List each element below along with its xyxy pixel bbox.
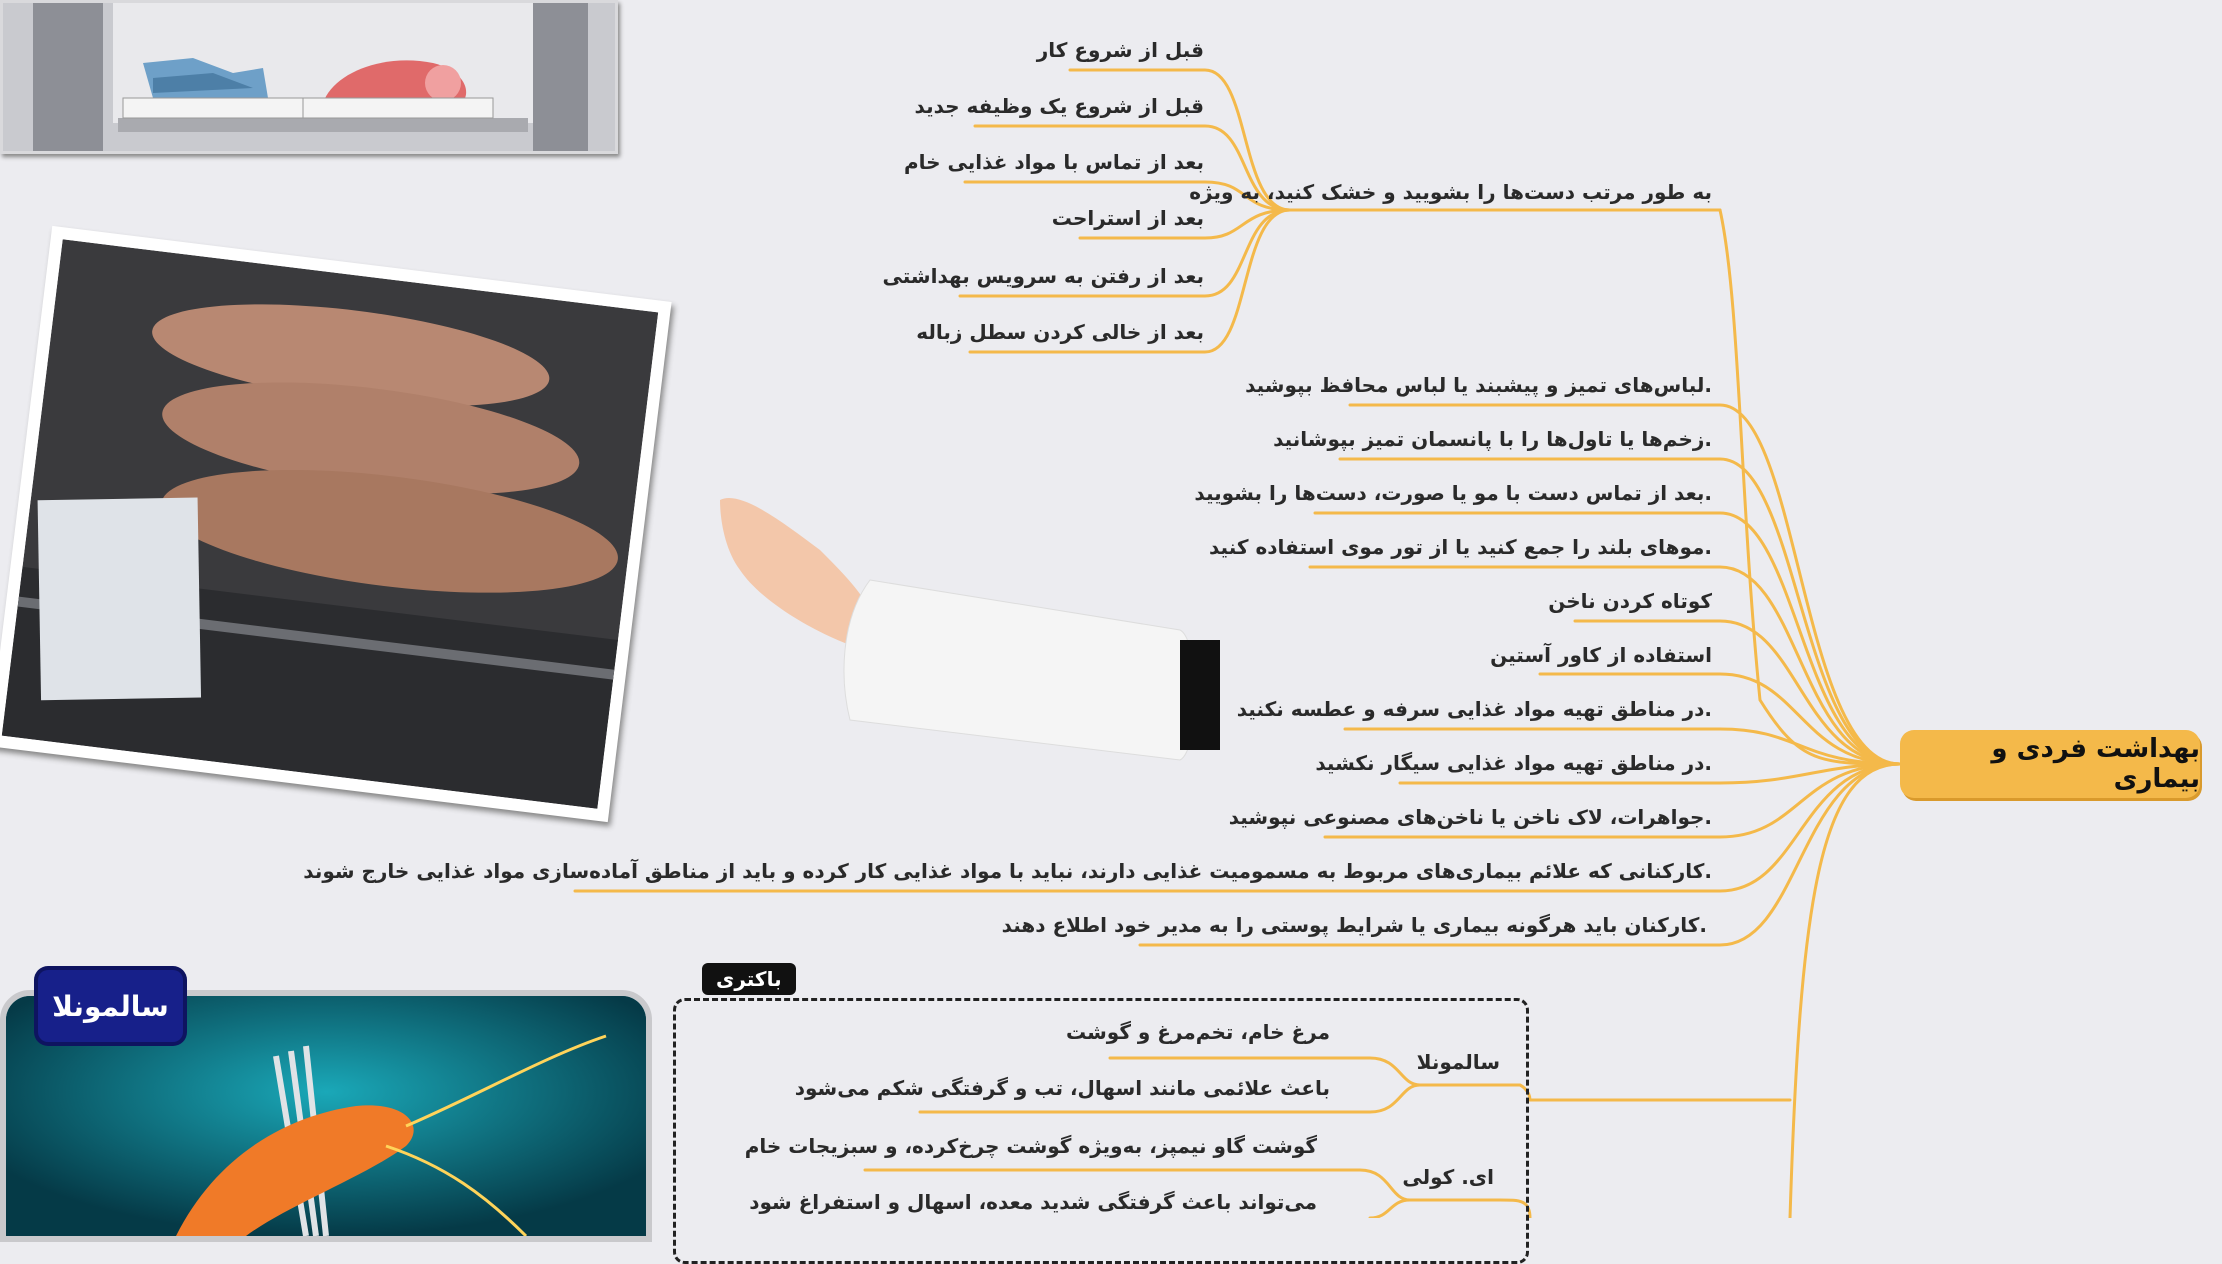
handwash-item-6[interactable]: بعد از خالی کردن سطل زباله (916, 320, 1204, 344)
handwash-item-4[interactable]: بعد از استراحت (1051, 206, 1204, 230)
salmonella-item[interactable]: باعث علائمی مانند اسهال، تب و گرفتگی شکم می‌شود (794, 1076, 1330, 1100)
fridge-icon (3, 3, 615, 151)
rule-item[interactable]: .جواهرات، لاک ناخن یا ناخن‌های مصنوعی نپوشید (1228, 805, 1712, 829)
rule-item[interactable]: .لباس‌های تمیز و پیشبند یا لباس محافظ بپوشید (1245, 373, 1712, 397)
rule-item[interactable]: .در مناطق تهیه مواد غذایی سرفه و عطسه نکنید (1236, 697, 1712, 721)
rule-item[interactable]: کوتاه کردن ناخن (1548, 589, 1712, 613)
fridge-photo (0, 0, 618, 154)
bacteria-tag[interactable]: باکتری (702, 963, 796, 995)
rule-item[interactable]: .زخم‌ها یا تاول‌ها را با پانسمان تمیز بپوشانید (1273, 427, 1712, 451)
rule-item[interactable]: .کارکنان باید هرگونه بیماری یا شرایط پوستی را به مدیر خود اطلاع دهند (1001, 913, 1707, 937)
sleeve-photo (720, 480, 1220, 770)
rule-item[interactable]: .در مناطق تهیه مواد غذایی سیگار نکشید (1315, 751, 1712, 775)
handwash-item-5[interactable]: بعد از رفتن به سرویس بهداشتی (882, 264, 1204, 288)
handwash-item-2[interactable]: قبل از شروع یک وظیفه جدید (914, 94, 1204, 118)
rule-item[interactable]: .بعد از تماس دست با مو یا صورت، دست‌ها را بشویید (1194, 481, 1712, 505)
salmonella-item[interactable]: مرغ خام، تخم‌مرغ و گوشت (1065, 1020, 1330, 1044)
branch-down (1790, 764, 1900, 1218)
rule-item[interactable]: .موهای بلند را جمع کنید یا از تور موی استفاده کنید (1209, 535, 1712, 559)
sleeve-cover-icon (720, 480, 1220, 770)
rule-item[interactable]: .کارکنانی که علائم بیماری‌های مربوط به مسمومیت غذایی دارند، نباید با مواد غذایی کار کرده و باید از مناطق آماده‌سازی مواد غذایی خارج شوند (303, 859, 1712, 883)
rule-item[interactable]: استفاده از کاور آستین (1490, 643, 1712, 667)
ecoli-item[interactable]: گوشت گاو نیمپز، به‌ویژه گوشت چرخ‌کرده، و سبزیجات خام (744, 1134, 1317, 1158)
wrapped-food-photo (0, 226, 672, 822)
ecoli-node[interactable]: ای. کولی (1402, 1165, 1494, 1189)
ecoli-item[interactable]: می‌تواند باعث گرفتگی شدید معده، اسهال و استفراغ شود (749, 1190, 1317, 1214)
salmonella-node[interactable]: سالمونلا (1416, 1050, 1500, 1074)
handwash-item-3[interactable]: بعد از تماس با مواد غذایی خام (904, 150, 1204, 174)
handwash-item-1[interactable]: قبل از شروع کار (1036, 38, 1204, 62)
salmonella-badge: سالمونلا (38, 970, 183, 1042)
handwash-title[interactable]: به طور مرتب دست‌ها را بشویید و خشک کنید، به ویژه (1189, 180, 1712, 204)
root-node[interactable]: بهداشت فردی و بیماری (1900, 730, 2200, 798)
